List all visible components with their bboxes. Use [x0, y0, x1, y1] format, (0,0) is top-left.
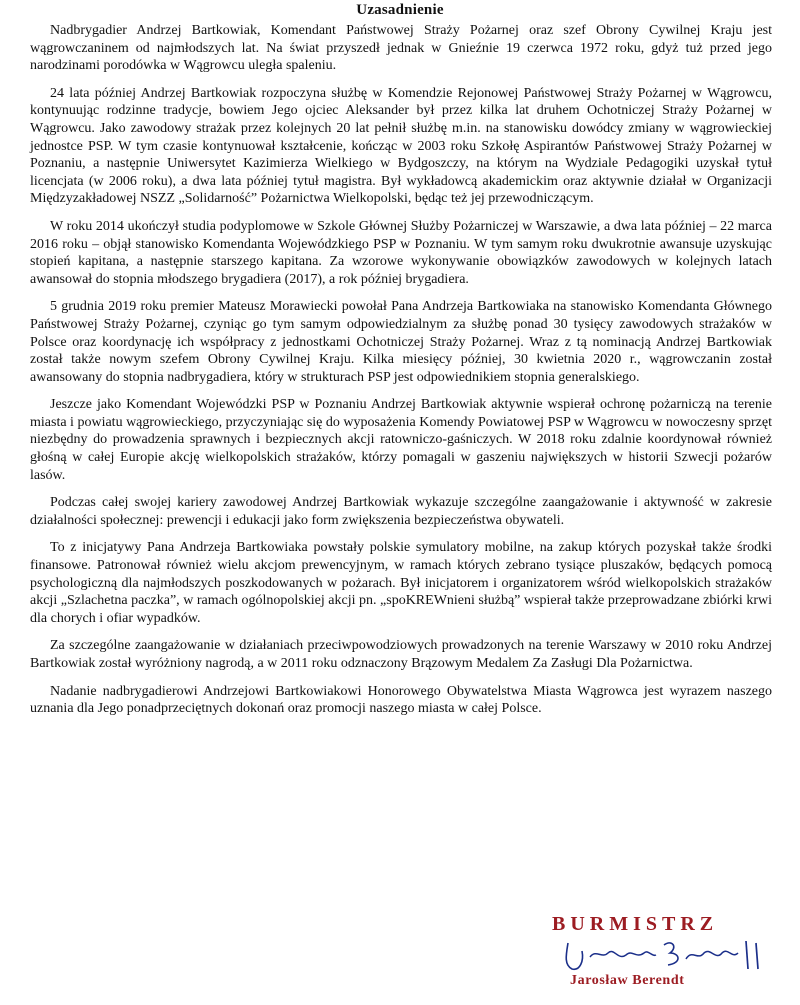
paragraph: 5 grudnia 2019 roku premier Mateusz Morawiecki powołał Pana Andrzeja Bartkowiaka na stanowisko Komendanta Głównego Państwowej Straży Pożarnej, czyniąc go tym samym odpowiedzialnym za służbę ponad 30 tysięcy zawodowych strażaków w Polsce oraz koordynację ich współpracy z jednostkami Ochotniczej Straży Pożarnej. Wraz z tą nominacją Andrzej Bartkowiak został także nowym szefem Obrony Cywilnej Kraju. Kilka miesięcy później, 30 kwietnia 2020 r., wągrowczanin został awansowany do stopnia nadbrygadiera, który w strukturach PSP jest odpowiednikiem stopnia generalskiego.: [30, 299, 772, 385]
signature-block: [540, 905, 790, 1000]
document-body: [30, 22, 772, 728]
handwritten-signature: [560, 935, 770, 975]
paragraph: Nadanie nadbrygadierowi Andrzejowi Bartkowiakowi Honorowego Obywatelstwa Miasta Wągrowca jest wyrazem naszego uznania dla Jego ponadprzeciętnych dokonań oraz promocji naszego miasta w całej Polsce.: [30, 683, 772, 717]
paragraph: To z inicjatywy Pana Andrzeja Bartkowiaka powstały polskie symulatory mobilne, na zakup których pozyskał także środki finansowe. Patronował również wielu akcjom prewencyjnym, w ramach których zebrano tysiące pluszaków, będących pomocą psychologiczną dla najmłodszych poszkodowanych w pożarach. Był inicjatorem i organizatorem wśród wielkopolskich strażaków akcji „Szlachetna paczka”, w ramach ogólnopolskiej akcji pn. „spoKREWnieni służbą” wspierał także przeprowadzane zbiórki krwi dla chorych i ofiar wypadków.: [30, 540, 772, 626]
paragraph: Nadbrygadier Andrzej Bartkowiak, Komendant Państwowej Straży Pożarnej oraz szef Obrony Cywilnej Kraju jest wągrowczaninem od najmłodszych lat. Na świat przyszedł jednak w Gnieźnie 19 czerwca 1972 roku, gdyż tuż przed jego narodzinami porodówka w Wągrowcu uległa spaleniu.: [30, 23, 772, 74]
signature-title: BURMISTRZ: [552, 913, 719, 935]
signatory-name: Jarosław Berendt: [570, 973, 685, 988]
paragraph: Za szczególne zaangażowanie w działaniach przeciwpowodziowych prowadzonych na terenie Warszawy w 2010 roku Andrzej Bartkowiak został wyróżniony nagrodą, a w 2011 roku odznaczony Brązowym Medalem Za Zasługi Dla Pożarnictwa.: [30, 638, 772, 671]
paragraph: Podczas całej swojej kariery zawodowej Andrzej Bartkowiak wykazuje szczególne zaangażowanie i aktywność w zakresie działalności społecznej: prewencji i edukacji jako form zwiększenia bezpieczeństwa obywateli.: [30, 495, 772, 528]
document-title: Uzasadnienie: [356, 2, 444, 18]
paragraph: Jeszcze jako Komendant Wojewódzki PSP w Poznaniu Andrzej Bartkowiak aktywnie wspierał ochronę pożarniczą na terenie miasta i powiatu wągrowieckiego, przyczyniając się do wyposażenia Komendy Powiatowej PSP w Wągrowcu w nowoczesny sprzęt niezbędny do prowadzenia sprawnych i bezpiecznych akcji ratowniczo-gaśniczych. W 2018 roku zdalnie koordynował również głośną w całej Europie akcję wielkopolskich strażaków, którzy pomagali w gaszeniu największych w historii Szwecji pożarów lasów.: [30, 397, 772, 483]
paragraph: W roku 2014 ukończył studia podyplomowe w Szkole Głównej Służby Pożarniczej w Warszawie, a dwa lata później – 22 marca 2016 roku – objął stanowisko Komendanta Wojewódzkiego PSP w Poznaniu. W tym samym roku dwukrotnie awansuje uzyskując stopień kapitana, a następnie starszego kapitana. Za wzorowe wykonywanie obowiązków zawodowych w kolejnych latach awansował do stopnia młodszego brygadiera (2017), a rok później brygadiera.: [30, 218, 772, 287]
paragraph: 24 lata później Andrzej Bartkowiak rozpoczyna służbę w Komendzie Rejonowej Państwowej Straży Pożarnej w Wągrowcu, kontynuując rodzinne tradycje, bowiem Jego ojciec Aleksander był przez kilka lat druhem Ochotniczej Straży Pożarnej w Wągrowcu. Jako zawodowy strażak przez kolejnych 20 lat pełnił służbę m.in. na stanowisku dowódcy zmiany w wągrowieckiej jednostce PSP. W tym czasie kontynuował kształcenie, kończąc w 2003 roku Szkołę Aspirantów Państwowej Straży Pożarnej w Poznaniu, a następnie Uniwersytet Kazimierza Wielkiego w Bydgoszczy, na którym na Wydziale Pedagogiki uzyskał tytuł licencjata (w 2006 roku), a dwa lata później tytuł magistra. Był wykładowcą akademickim oraz aktywnie działał w Organizacji Międzyzakładowej NSZZ „Solidarność” Pożarnictwa Wielkopolski, będąc też jej przewodniczącym.: [30, 85, 772, 207]
